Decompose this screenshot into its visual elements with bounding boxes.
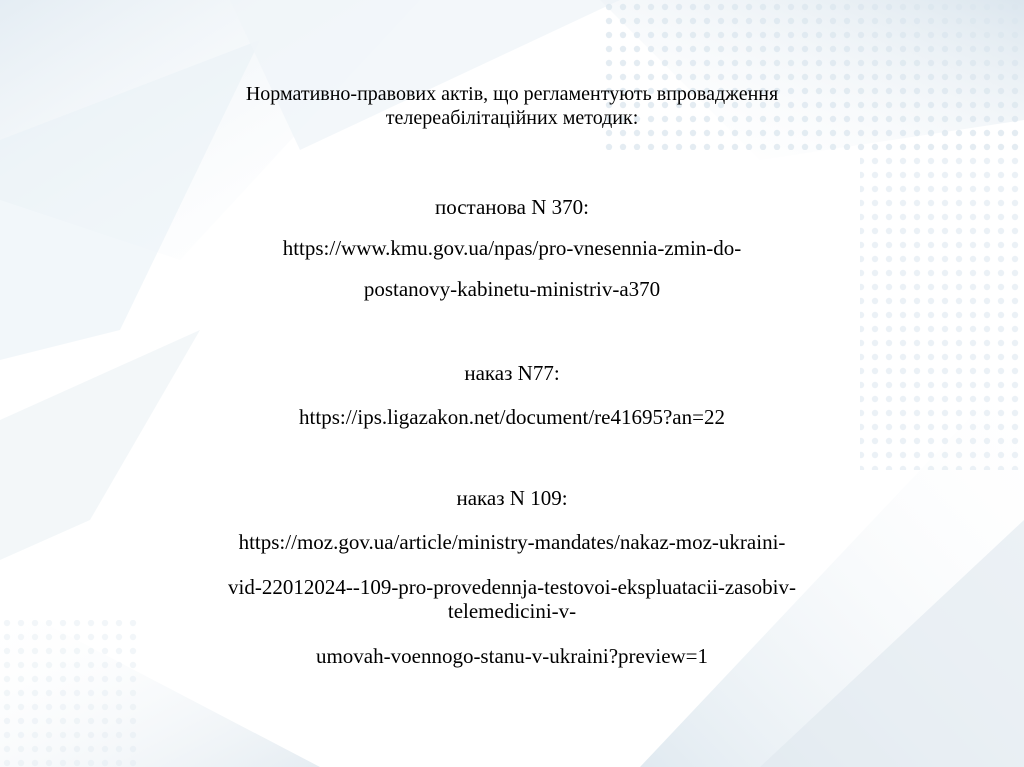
- heading-line-1: Нормативно-правових актів, що регламентують впровадження: [245, 83, 779, 105]
- act-link-109-line-4[interactable]: umovah-voennogo-stanu-v-ukraini?preview=1: [315, 644, 709, 668]
- act-link-109-line-2[interactable]: vid-22012024--109-pro-provedennja-testovoi-ekspluatacii-zasobiv-: [228, 575, 796, 599]
- act-link-77[interactable]: https://ips.ligazakon.net/document/re41695?an=22: [299, 405, 725, 429]
- act-link-109-line-1[interactable]: https://moz.gov.ua/article/ministry-mandates/nakaz-moz-ukraini-: [238, 530, 786, 554]
- act-title-109: наказ N 109:: [456, 486, 568, 510]
- act-title-370: постанова N 370:: [434, 195, 590, 219]
- act-title-77: наказ N77:: [464, 361, 560, 385]
- heading-line-2: телереабілітаційних методик:: [385, 107, 639, 129]
- act-link-109-line-3[interactable]: telemedicini-v-: [447, 599, 577, 623]
- act-link-370-line-2[interactable]: postanovy-kabinetu-ministriv-a370: [363, 277, 661, 301]
- act-link-370-line-1[interactable]: https://www.kmu.gov.ua/npas/pro-vnesennia-zmin-do-: [282, 236, 742, 260]
